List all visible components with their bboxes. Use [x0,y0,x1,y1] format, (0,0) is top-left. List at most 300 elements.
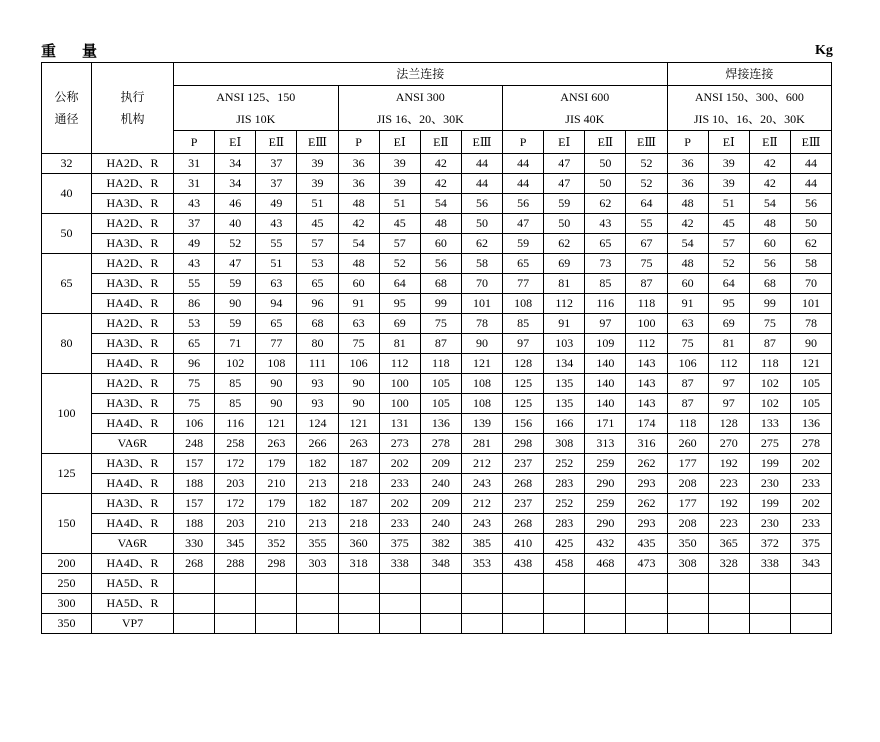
header-standard-group-line: ANSI 300 [395,90,445,104]
weight-cell: 252 [544,454,585,474]
header-standard-group [338,86,503,131]
weight-cell: 233 [790,514,831,534]
weight-cell: 65 [174,334,215,354]
weight-cell: 37 [174,214,215,234]
weight-cell: 75 [749,314,790,334]
table-row [42,554,832,574]
weight-cell: 39 [708,174,749,194]
weight-cell: 60 [420,234,461,254]
header-subcolumn: P [338,131,379,154]
weight-cell [503,574,544,594]
nominal-diameter-cell: 40 [42,174,92,214]
weight-cell: 288 [215,554,256,574]
header-subcolumn: EⅠ [215,131,256,154]
weight-cell: 91 [544,314,585,334]
weight-cell: 157 [174,494,215,514]
weight-cell: 44 [790,174,831,194]
weight-cell: 91 [667,294,708,314]
weight-cell: 112 [626,334,667,354]
weight-cell: 243 [461,514,502,534]
weight-cell: 49 [256,194,297,214]
weight-cell: 258 [215,434,256,454]
weight-cell: 131 [379,414,420,434]
weight-cell: 108 [461,374,502,394]
weight-cell [461,614,502,634]
weight-cell: 270 [708,434,749,454]
weight-cell: 410 [503,534,544,554]
weight-cell: 58 [790,254,831,274]
actuator-cell: HA2D、R [92,254,174,274]
weight-cell: 85 [585,274,626,294]
actuator-cell: VP7 [92,614,174,634]
weight-cell: 78 [461,314,502,334]
weight-cell: 31 [174,154,215,174]
weight-cell: 34 [215,154,256,174]
weight-cell: 101 [790,294,831,314]
weight-cell: 213 [297,514,338,534]
weight-cell: 125 [503,394,544,414]
weight-cell: 52 [626,154,667,174]
weight-cell: 90 [790,334,831,354]
header-flange-connection: 法兰连接 [174,63,668,86]
weight-cell: 51 [256,254,297,274]
weight-cell: 136 [790,414,831,434]
table-row [42,194,832,214]
weight-cell: 266 [297,434,338,454]
actuator-cell: HA4D、R [92,474,174,494]
weight-cell: 203 [215,474,256,494]
weight-cell [585,614,626,634]
header-subcolumn: EⅡ [749,131,790,154]
weight-cell: 179 [256,494,297,514]
weight-cell: 52 [708,254,749,274]
weight-cell: 208 [667,514,708,534]
weight-cell: 278 [420,434,461,454]
weight-cell: 36 [667,174,708,194]
weight-cell: 95 [379,294,420,314]
header-subcolumn: EⅡ [585,131,626,154]
weight-cell [420,614,461,634]
weight-cell: 121 [790,354,831,374]
weight-cell: 90 [338,374,379,394]
weight-cell: 54 [338,234,379,254]
weight-cell: 116 [585,294,626,314]
weight-cell: 243 [461,474,502,494]
weight-cell: 348 [420,554,461,574]
weight-cell: 43 [174,194,215,214]
weight-cell: 47 [544,154,585,174]
weight-cell: 96 [297,294,338,314]
weight-cell: 136 [420,414,461,434]
weight-cell: 143 [626,394,667,414]
weight-cell: 112 [544,294,585,314]
weight-cell: 37 [256,154,297,174]
weight-cell [420,574,461,594]
weight-cell: 70 [461,274,502,294]
weight-cell: 105 [790,394,831,414]
weight-cell: 382 [420,534,461,554]
weight-cell: 298 [503,434,544,454]
weight-cell: 233 [379,514,420,534]
table-row [42,514,832,534]
weight-cell: 68 [420,274,461,294]
weight-cell: 240 [420,474,461,494]
weight-cell: 59 [544,194,585,214]
weight-cell: 80 [297,334,338,354]
weight-cell: 56 [790,194,831,214]
nominal-diameter-cell: 350 [42,614,92,634]
weight-cell: 45 [708,214,749,234]
weight-cell: 157 [174,454,215,474]
weight-cell: 105 [420,394,461,414]
weight-cell: 44 [461,154,502,174]
weight-cell: 55 [256,234,297,254]
weight-cell: 36 [338,154,379,174]
weight-cell [585,594,626,614]
weight-cell: 473 [626,554,667,574]
weight-cell [256,614,297,634]
weight-cell: 435 [626,534,667,554]
header-weld-connection: 焊接连接 [667,63,832,86]
weight-cell: 140 [585,374,626,394]
weight-cell: 118 [420,354,461,374]
weight-cell: 63 [338,314,379,334]
weight-cell: 62 [790,234,831,254]
weight-cell: 51 [708,194,749,214]
weight-cell: 39 [297,174,338,194]
actuator-cell: HA3D、R [92,194,174,214]
weight-cell: 58 [461,254,502,274]
weight-cell: 69 [544,254,585,274]
weight-cell: 237 [503,454,544,474]
weight-cell: 55 [626,214,667,234]
weight-cell [174,594,215,614]
weight-cell: 458 [544,554,585,574]
weight-cell: 179 [256,454,297,474]
weight-cell [297,614,338,634]
weight-cell: 128 [503,354,544,374]
weight-cell [626,574,667,594]
weight-cell [708,594,749,614]
weight-cell: 39 [379,154,420,174]
weight-cell: 73 [585,254,626,274]
weight-cell: 330 [174,534,215,554]
weight-cell: 124 [297,414,338,434]
weight-cell: 303 [297,554,338,574]
weight-cell: 101 [461,294,502,314]
weight-cell: 75 [338,334,379,354]
weight-cell: 182 [297,494,338,514]
actuator-cell: HA2D、R [92,174,174,194]
weight-cell: 47 [215,254,256,274]
weight-cell: 102 [749,394,790,414]
weight-cell: 51 [379,194,420,214]
weight-cell: 50 [461,214,502,234]
table-row [42,254,832,274]
weight-cell: 47 [503,214,544,234]
weight-cell: 102 [749,374,790,394]
table-row [42,294,832,314]
weight-cell: 109 [585,334,626,354]
weight-cell: 210 [256,474,297,494]
weight-cell: 230 [749,514,790,534]
weight-cell: 318 [338,554,379,574]
weight-cell: 59 [215,274,256,294]
weight-cell: 85 [215,394,256,414]
weight-cell [585,574,626,594]
header-subcolumn: P [503,131,544,154]
weight-cell: 67 [626,234,667,254]
weight-cell: 97 [585,314,626,334]
weight-cell: 290 [585,474,626,494]
actuator-cell: HA4D、R [92,554,174,574]
weight-cell: 233 [790,474,831,494]
weight-cell: 46 [215,194,256,214]
weight-cell: 263 [338,434,379,454]
weight-cell: 59 [503,234,544,254]
weight-cell: 139 [461,414,502,434]
weight-cell: 65 [256,314,297,334]
weight-cell: 355 [297,534,338,554]
weight-cell: 52 [215,234,256,254]
weight-cell: 208 [667,474,708,494]
weight-cell: 34 [215,174,256,194]
weight-cell: 45 [297,214,338,234]
header-subcolumn: EⅢ [626,131,667,154]
weight-cell: 39 [297,154,338,174]
weight-cell: 262 [626,494,667,514]
weight-cell: 278 [790,434,831,454]
weight-cell: 140 [585,394,626,414]
weight-cell [790,614,831,634]
weight-cell: 60 [667,274,708,294]
weight-cell: 259 [585,454,626,474]
weight-cell: 56 [503,194,544,214]
actuator-cell: HA2D、R [92,214,174,234]
weight-cell [297,574,338,594]
weight-cell [544,614,585,634]
weight-cell [420,594,461,614]
weight-cell: 353 [461,554,502,574]
weight-cell: 125 [503,374,544,394]
weight-cell: 85 [503,314,544,334]
weight-cell: 52 [626,174,667,194]
weight-cell: 53 [297,254,338,274]
weight-cell [544,574,585,594]
table-row [42,394,832,414]
weight-cell: 365 [708,534,749,554]
weight-cell: 100 [379,374,420,394]
weight-cell: 50 [790,214,831,234]
header-subcolumn: P [667,131,708,154]
weight-cell: 128 [708,414,749,434]
weight-cell: 48 [667,194,708,214]
header-actuator-line: 执行 [120,90,145,104]
weight-cell: 90 [256,374,297,394]
weight-cell: 44 [790,154,831,174]
weight-cell: 118 [667,414,708,434]
nominal-diameter-cell: 150 [42,494,92,554]
weight-cell: 375 [379,534,420,554]
weight-cell: 350 [667,534,708,554]
weight-cell [503,614,544,634]
table-row [42,434,832,454]
weight-cell: 106 [338,354,379,374]
weight-cell: 111 [297,354,338,374]
nominal-diameter-cell: 300 [42,594,92,614]
title-char-2: 量 [82,42,98,60]
nominal-diameter-cell: 200 [42,554,92,574]
weight-cell: 192 [708,494,749,514]
weight-cell: 54 [667,234,708,254]
weight-cell [503,594,544,614]
weight-cell: 99 [420,294,461,314]
weight-cell: 103 [544,334,585,354]
weight-cell: 40 [215,214,256,234]
header-subcolumn: EⅢ [790,131,831,154]
weight-cell: 100 [626,314,667,334]
header-subcolumn: EⅢ [461,131,502,154]
weight-cell: 275 [749,434,790,454]
weight-cell: 97 [708,394,749,414]
weight-cell: 57 [379,234,420,254]
weight-cell: 47 [544,174,585,194]
table-row [42,374,832,394]
weight-cell: 143 [626,354,667,374]
weight-cell [708,574,749,594]
table-row [42,234,832,254]
weight-cell: 62 [585,194,626,214]
weight-cell [544,594,585,614]
weight-cell: 81 [379,334,420,354]
weight-cell: 56 [461,194,502,214]
weight-cell: 65 [585,234,626,254]
weight-cell: 112 [379,354,420,374]
weight-cell [708,614,749,634]
weight-cell: 108 [256,354,297,374]
table-row [42,154,832,174]
weight-cell: 237 [503,494,544,514]
header-subcolumn: EⅠ [708,131,749,154]
weight-cell: 192 [708,454,749,474]
weight-cell: 54 [749,194,790,214]
weight-cell: 48 [667,254,708,274]
weight-cell: 230 [749,474,790,494]
weight-cell: 77 [503,274,544,294]
table-row [42,354,832,374]
weight-cell: 172 [215,494,256,514]
weight-cell: 102 [215,354,256,374]
weight-cell: 202 [790,494,831,514]
weight-cell: 62 [461,234,502,254]
weight-cell: 308 [544,434,585,454]
weight-cell: 87 [420,334,461,354]
actuator-cell: VA6R [92,534,174,554]
weight-cell: 293 [626,514,667,534]
weight-cell [749,594,790,614]
weight-cell: 260 [667,434,708,454]
weight-cell: 259 [585,494,626,514]
table-row [42,474,832,494]
weight-cell: 50 [544,214,585,234]
nominal-diameter-cell: 125 [42,454,92,494]
weight-cell [215,614,256,634]
weight-cell: 293 [626,474,667,494]
weight-cell: 202 [790,454,831,474]
weight-cell: 268 [503,474,544,494]
weight-cell: 91 [338,294,379,314]
weight-cell: 69 [379,314,420,334]
actuator-cell: HA5D、R [92,594,174,614]
nominal-diameter-cell: 50 [42,214,92,254]
weight-cell: 140 [585,354,626,374]
weight-cell [790,594,831,614]
weight-cell: 39 [379,174,420,194]
weight-cell: 57 [297,234,338,254]
weight-cell: 43 [174,254,215,274]
header-standard-group-line: JIS 10K [236,112,276,126]
header-actuator-line: 机构 [120,112,145,126]
header-standard-group-line: JIS 10、16、20、30K [693,112,805,126]
weight-cell: 42 [338,214,379,234]
weight-cell: 96 [174,354,215,374]
nominal-diameter-cell: 80 [42,314,92,374]
weight-cell: 43 [256,214,297,234]
weight-cell: 283 [544,474,585,494]
weight-cell: 68 [749,274,790,294]
nominal-diameter-cell: 100 [42,374,92,454]
weight-cell: 121 [256,414,297,434]
weight-cell: 134 [544,354,585,374]
weight-cell: 90 [215,294,256,314]
actuator-cell: HA4D、R [92,294,174,314]
weight-cell: 338 [379,554,420,574]
header-subcolumn: EⅢ [297,131,338,154]
weight-cell: 44 [461,174,502,194]
weight-cell [256,594,297,614]
weight-cell: 106 [174,414,215,434]
weight-cell [174,574,215,594]
weight-cell [790,574,831,594]
weight-cell: 209 [420,454,461,474]
weight-cell: 268 [174,554,215,574]
header-actuator [92,63,174,154]
weight-cell: 65 [503,254,544,274]
weight-cell: 75 [626,254,667,274]
weight-cell: 116 [215,414,256,434]
weight-cell: 298 [256,554,297,574]
weight-cell: 108 [461,394,502,414]
weight-cell: 62 [544,234,585,254]
weight-cell: 262 [626,454,667,474]
weight-cell: 187 [338,454,379,474]
weight-cell: 42 [420,154,461,174]
weight-cell: 50 [585,174,626,194]
header-standard-group-line: JIS 16、20、30K [376,112,464,126]
weight-cell: 283 [544,514,585,534]
header-subcolumn: P [174,131,215,154]
weight-cell: 135 [544,374,585,394]
weight-cell: 328 [708,554,749,574]
weight-cell [215,594,256,614]
weight-cell: 64 [626,194,667,214]
weight-cell: 87 [667,374,708,394]
weight-cell: 42 [420,174,461,194]
weight-cell: 50 [585,154,626,174]
nominal-diameter-cell: 250 [42,574,92,594]
weight-cell: 106 [667,354,708,374]
weight-cell: 118 [749,354,790,374]
